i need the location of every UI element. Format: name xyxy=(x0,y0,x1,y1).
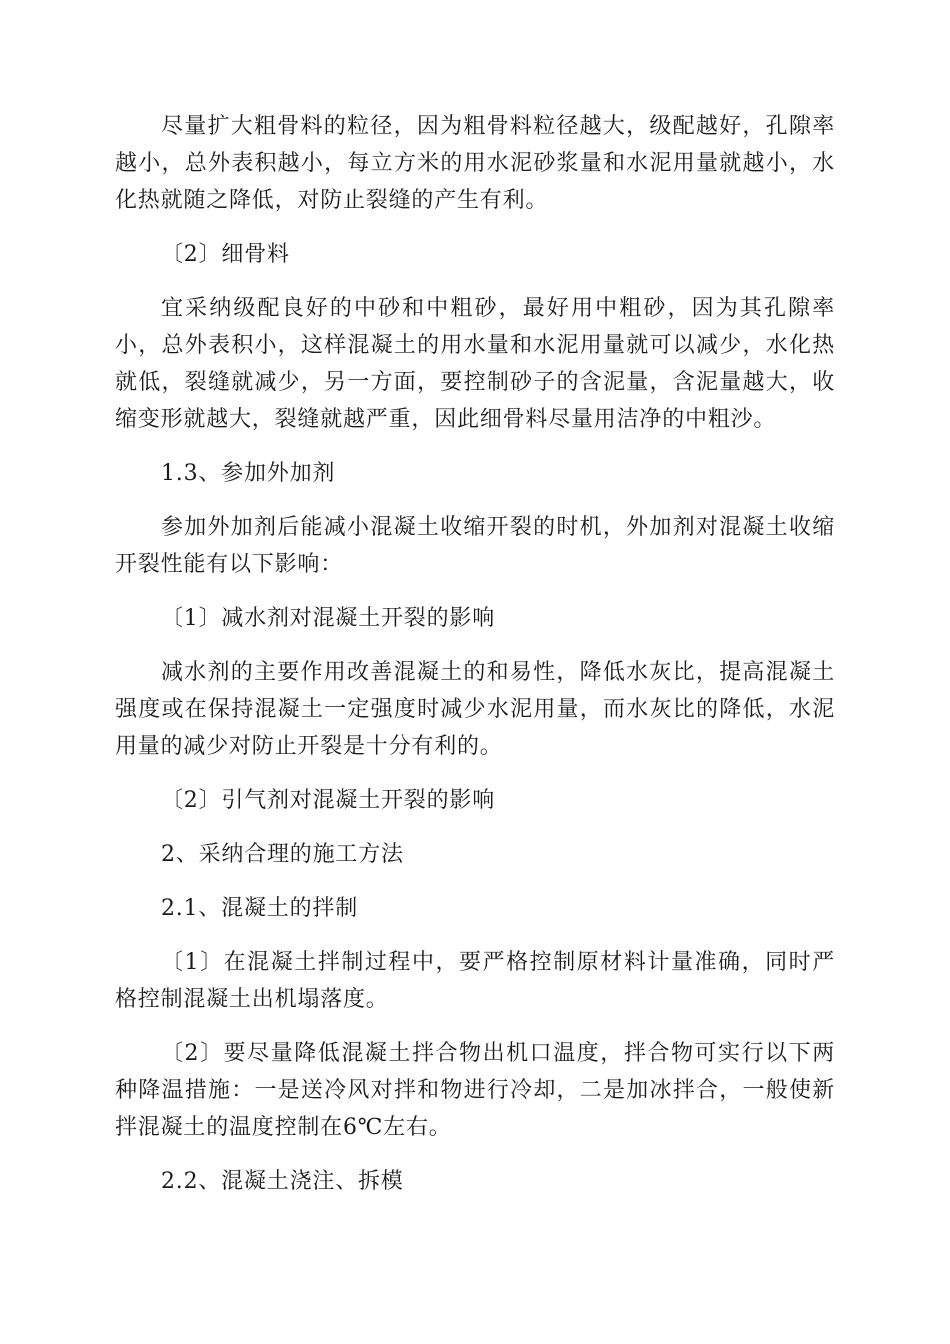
paragraph-gap xyxy=(115,219,835,236)
paragraph-gap xyxy=(115,765,835,782)
heading-mixing: 2.1、混凝土的拌制 xyxy=(161,896,358,921)
paragraph-gap xyxy=(115,927,835,944)
heading-construction-method: 2、采纳合理的施工方法 xyxy=(161,842,404,867)
paragraph-mixing-2: 〔2〕要尽量降低混凝土拌合物出机口温度，拌合物可实行以下两种降温措施：一是送冷风对拌和物进行冷却，二是加冰拌合，一般使新拌混凝土的温度控制在6℃左右。 xyxy=(115,1041,835,1140)
paragraph-gap xyxy=(115,273,835,290)
paragraph-gap xyxy=(115,1018,835,1035)
heading-pouring: 2.2、混凝土浇注、拆模 xyxy=(161,1169,404,1194)
paragraph-fine-aggregate: 宜采纳级配良好的中砂和中粗砂，最好用中粗砂，因为其孔隙率小，总外表积小，这样混凝土的用水量和水泥用量就可以减少，水化热就低，裂缝就减少，另一方面，要控制砂子的含泥量，含泥量越大，收缩变形就越大，裂缝就越严重，因此细骨料尽量用洁净的中粗沙。 xyxy=(115,296,835,432)
paragraph-gap xyxy=(115,1146,835,1163)
paragraph-gap xyxy=(115,873,835,890)
paragraph-mixing-1: 〔1〕在混凝土拌制过程中，要严格控制原材料计量准确，同时严格控制混凝土出机塌落度。 xyxy=(115,950,835,1012)
paragraph-admixtures: 参加外加剂后能减小混凝土收缩开裂的时机，外加剂对混凝土收缩开裂性能有以下影响： xyxy=(115,515,835,577)
paragraph-gap xyxy=(115,583,835,600)
paragraph-gap xyxy=(115,492,835,509)
heading-fine-aggregate: 〔2〕细骨料 xyxy=(161,242,290,267)
paragraph-gap xyxy=(115,438,835,455)
heading-water-reducer: 〔1〕减水剂对混凝土开裂的影响 xyxy=(161,606,495,631)
paragraph-coarse-aggregate: 尽量扩大粗骨料的粒径，因为粗骨料粒径越大，级配越好，孔隙率越小，总外表积越小，每立方米的用水泥砂浆量和水泥用量就越小，水化热就随之降低，对防止裂缝的产生有利。 xyxy=(115,114,835,213)
heading-air-entraining: 〔2〕引气剂对混凝土开裂的影响 xyxy=(161,788,495,813)
heading-admixtures: 1.3、参加外加剂 xyxy=(161,461,336,486)
paragraph-gap xyxy=(115,819,835,836)
paragraph-gap xyxy=(115,637,835,654)
document-body xyxy=(115,108,835,1200)
paragraph-water-reducer: 减水剂的主要作用改善混凝土的和易性，降低水灰比，提高混凝土强度或在保持混凝土一定强度时减少水泥用量，而水灰比的降低，水泥用量的减少对防止开裂是十分有利的。 xyxy=(115,660,835,759)
